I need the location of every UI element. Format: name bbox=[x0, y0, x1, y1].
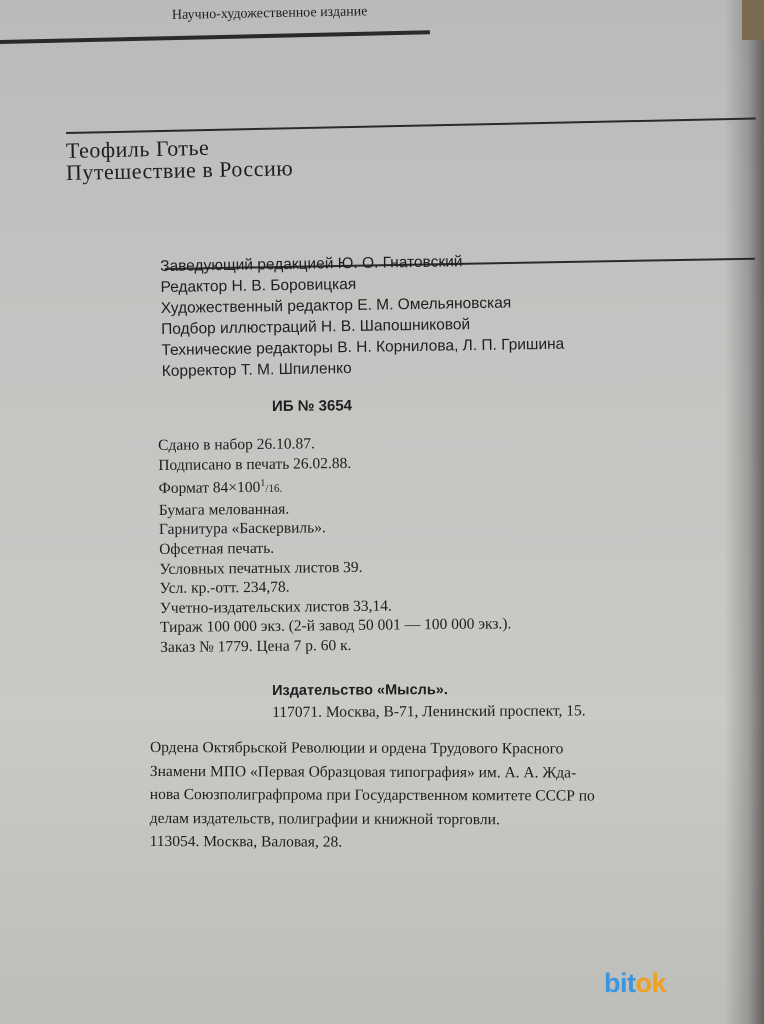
format-numerator: 1 bbox=[260, 478, 266, 490]
header-rule bbox=[0, 30, 430, 44]
watermark-logo bbox=[604, 968, 666, 999]
typeface: Гарнитура «Баскервиль». bbox=[158, 519, 326, 539]
print-run: Тираж 100 000 экз. (2-й завод 50 001 — 100 000 экз.). bbox=[159, 615, 512, 637]
order-price: Заказ № 1779. Цена 7 р. 60 к. bbox=[160, 636, 352, 656]
watermark-text-b: ok bbox=[635, 968, 667, 998]
credit-line: Подбор иллюстраций Н. В. Шапошниковой bbox=[161, 316, 471, 338]
credit-line: Художественный редактор Е. М. Омельяновская bbox=[160, 294, 512, 317]
book-cover-corner bbox=[742, 0, 764, 40]
printer-line: Ордена Октябрьской Революции и ордена Трудового Красного bbox=[149, 739, 564, 758]
format-prefix: Формат 84×100 bbox=[158, 479, 261, 498]
print-details bbox=[158, 432, 512, 657]
printer-line: нова Союзполиграфпрома при Государственном комитете СССР по bbox=[149, 785, 595, 805]
edit-sheets: Учетно-издательских листов 33,14. bbox=[159, 597, 392, 617]
print-method: Офсетная печать. bbox=[159, 539, 275, 558]
credit-line: Заведующий редакцией Ю. О. Гнатовский bbox=[160, 253, 463, 275]
credit-line: Технические редакторы В. Н. Корнилова, Л. П. Гришина bbox=[161, 335, 565, 359]
printer-block bbox=[150, 736, 595, 855]
format-denominator: /16. bbox=[265, 482, 283, 496]
publisher-address: 117071. Москва, В-71, Ленинский проспект, 15. bbox=[272, 702, 586, 721]
title-rule bbox=[66, 118, 756, 134]
publisher-block bbox=[272, 678, 586, 724]
printer-line: делам издательств, полиграфии и книжной торговли. bbox=[149, 809, 500, 828]
paper-type: Бумага мелованная. bbox=[158, 500, 290, 519]
publisher-name: Издательство «Мысль». bbox=[272, 682, 448, 699]
book-author: Теофиль Готье bbox=[65, 134, 210, 163]
watermark-text-a: bit bbox=[604, 968, 636, 998]
editorial-credits bbox=[160, 250, 565, 382]
printer-line: Знамени МПО «Первая Образцовая типография» им. А. А. Жда- bbox=[149, 762, 577, 781]
color-sheets: Усл. кр.-отт. 234,78. bbox=[159, 578, 290, 598]
ib-number: ИБ № 3654 bbox=[271, 397, 353, 415]
page-edge-shadow bbox=[724, 0, 764, 1024]
format-line bbox=[158, 472, 510, 501]
typeset-date: Сдано в набор 26.10.87. bbox=[158, 435, 315, 454]
signed-date: Подписано в печать 26.02.88. bbox=[158, 454, 352, 474]
series-label: Научно-художественное издание bbox=[171, 4, 368, 23]
book-title: Путешествие в Россию bbox=[65, 155, 294, 185]
credit-line: Редактор Н. В. Боровицкая bbox=[160, 275, 357, 296]
printed-sheets: Условных печатных листов 39. bbox=[159, 558, 363, 578]
printer-line: 113054. Москва, Валовая, 28. bbox=[149, 832, 343, 851]
credit-line: Корректор Т. М. Шпиленко bbox=[161, 360, 352, 380]
